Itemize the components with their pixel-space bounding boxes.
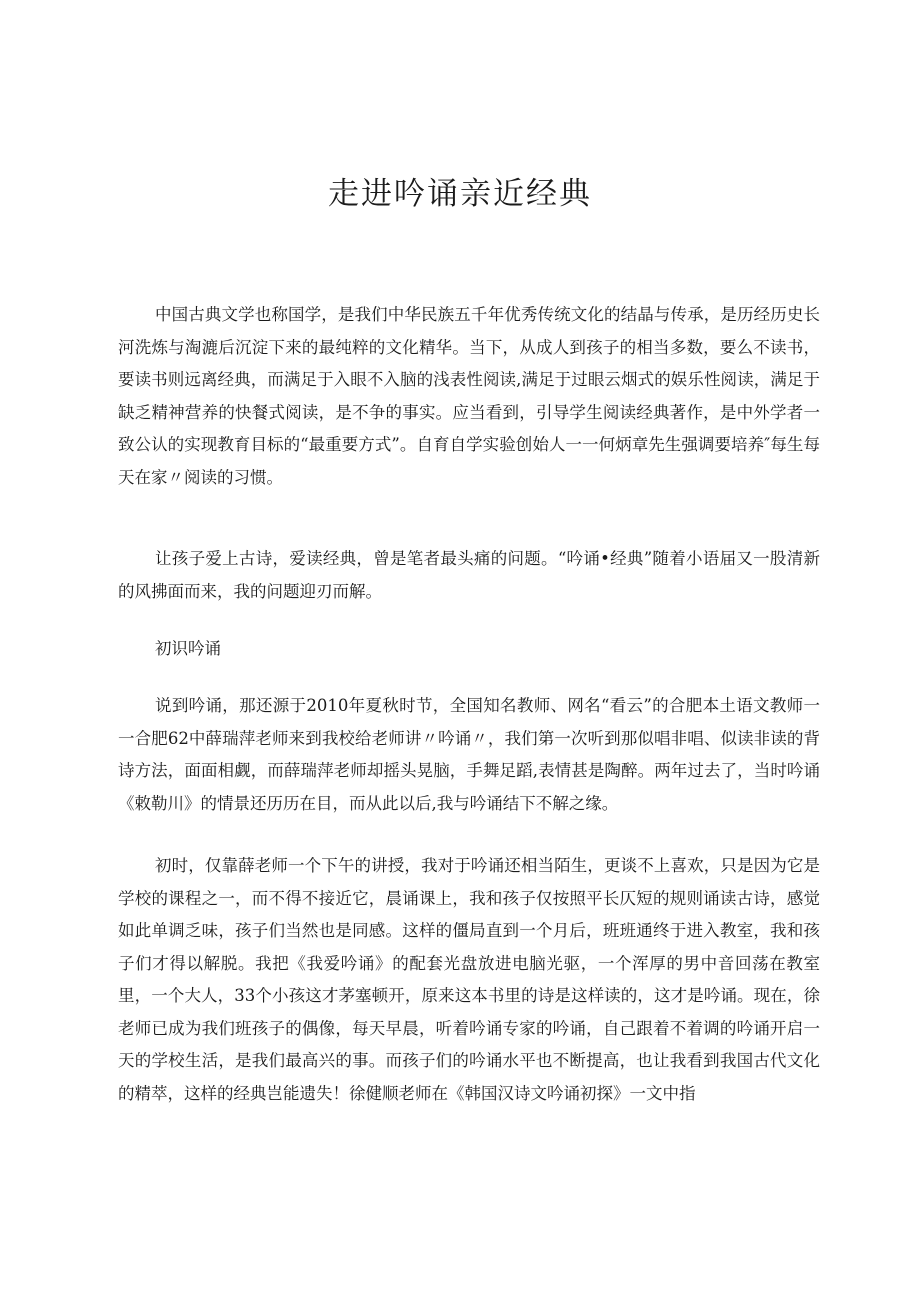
paragraph-problem: 让孩子爱上古诗，爱读经典，曾是笔者最头痛的问题。“吟诵•经典”随着小语届又一股清新的风拂面而来，我的问题迎刃而解。 xyxy=(118,549,820,601)
section-heading: 初识吟诵 xyxy=(155,639,221,658)
document-title: 走进吟诵亲近经典 xyxy=(328,176,592,212)
paragraph-early-practice: 初时，仅靠薛老师一个下午的讲授，我对于吟诵还相当陌生，更谈不上喜欢，只是因为它是学校的课程之一，而不得不接近它，晨诵课上，我和孩子仅按照平长仄短的规则诵读古诗，感觉如此单调乏味，孩子们当然也是同感。这样的僵局直到一个月后，班班通终于进入教室，我和孩子们才得以解脱。我把《我爱吟诵》的配套光盘放进电脑光驱，一个浑厚的男中音回荡在教室里，一个大人，33个小孩这才茅塞顿开，原来这本书里的诗是这样读的，这才是吟诵。现在，徐老师已成为我们班孩子的偶像，每天早晨，听着吟诵专家的吟诵，自己跟着不着调的吟诵开启一天的学校生活，是我们最高兴的事。而孩子们的吟诵水平也不断提高，也让我看到我国古代文化的精萃，这样的经典岂能遗失！徐健顺老师在《韩国汉诗文吟诵初探》一文中指 xyxy=(118,856,820,1103)
paragraph-first-encounter: 说到吟诵，那还源于2010年夏秋时节，全国知名教师、网名“看云”的合肥本土语文教师一一合肥62中薛瑞萍老师来到我校给老师讲〃吟诵〃，我们第一次听到那似唱非唱、似读非读的背诗方法，面面相觑，而薛瑞萍老师却摇头晃脑，手舞足蹈,表情甚是陶醉。两年过去了，当时吟诵《敕勒川》的情景还历历在目，而从此以后,我与吟诵结下不解之缘。 xyxy=(118,696,820,813)
paragraph-intro: 中国古典文学也称国学，是我们中华民族五千年优秀传统文化的结晶与传承，是历经历史长河洗炼与淘漉后沉淀下来的最纯粹的文化精华。当下，从成人到孩子的相当多数，要么不读书，要读书则远离经典，而满足于入眼不入脑的浅表性阅读,满足于过眼云烟式的娱乐性阅读，满足于缺乏精神营养的快餐式阅读，是不争的事实。应当看到，引导学生阅读经典著作，是中外学者一致公认的实现教育目标的“最重要方式”。自育自学实验创始人一一何炳章先生强调要培养″每生每天在家〃阅读的习惯。 xyxy=(118,305,820,487)
